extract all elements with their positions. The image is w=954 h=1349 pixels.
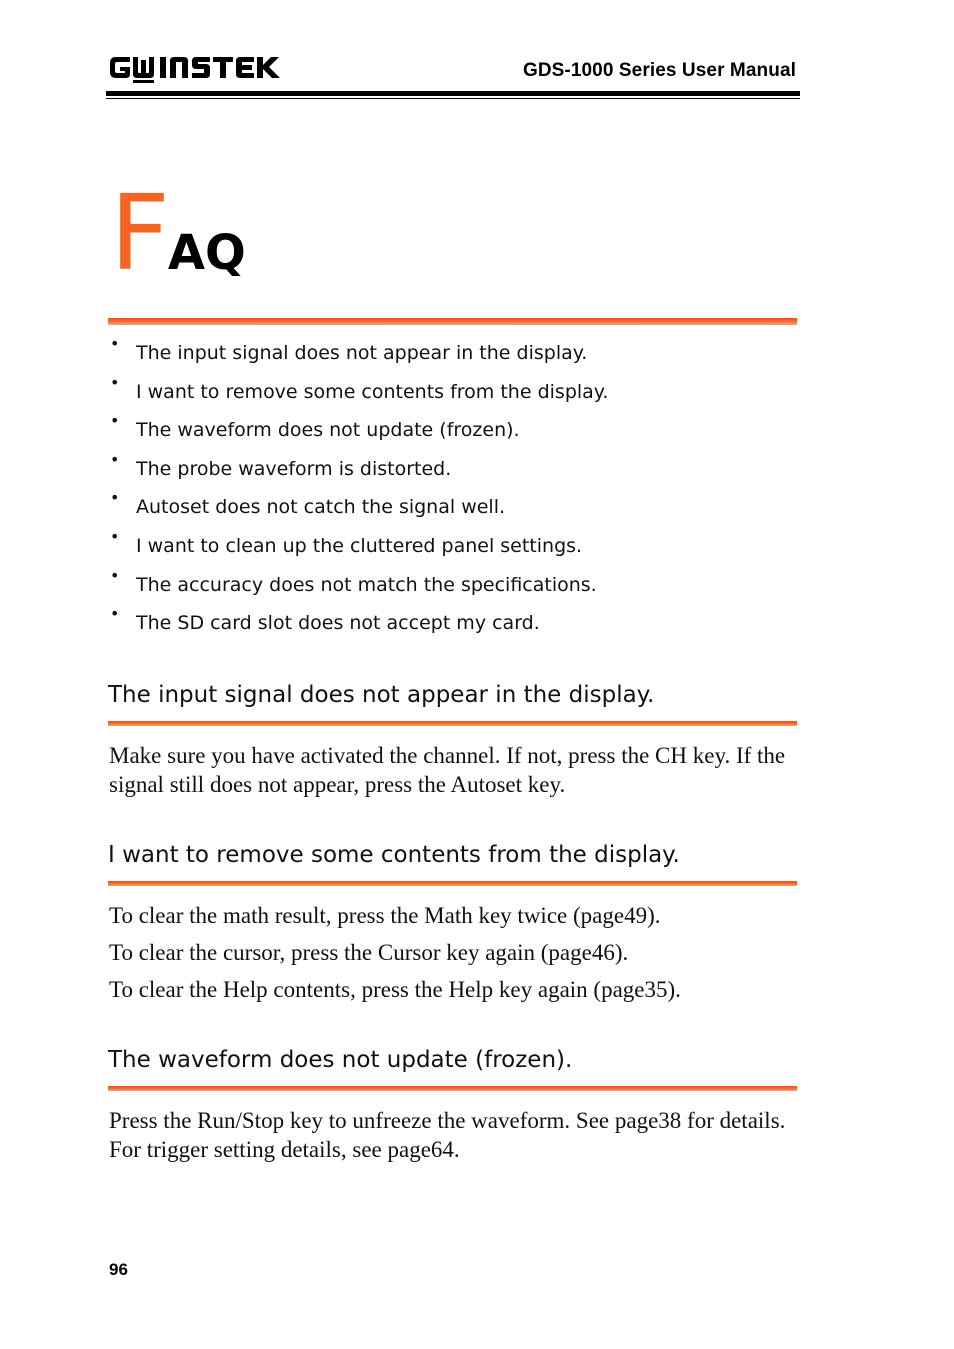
bullet-icon: • [110,604,120,624]
list-item: • The waveform does not update (frozen). [110,411,520,442]
gw-instek-logo-graphic [108,50,284,84]
bullet-icon: • [110,334,120,353]
section-line-cursor: To clear the cursor, press the Cursor key again (page46). [109,940,629,965]
page-number: 96 [109,1260,128,1279]
list-item: • The probe waveform is distorted. [110,449,452,480]
brand-logo [108,50,284,84]
section-rule [108,881,797,886]
section-line-math: To clear the math result, press the Math key twice (page49). [109,903,661,928]
chapter-title [110,172,246,294]
chapter-title-rest: AQ [167,225,246,281]
list-item: • Autoset does not catch the signal well. [110,488,506,519]
section-rule [108,1086,797,1091]
section-heading-waveform-frozen: The waveform does not update (frozen). [108,1047,573,1073]
section-body-waveform-frozen: Press the Run/Stop key to unfreeze the waveform. See page38 for details. For trigger setting details, see page64. [109,1108,786,1162]
section-heading-input-signal: The input signal does not appear in the display. [108,682,655,708]
bullet-icon: • [110,449,120,469]
header-divider-thin [106,98,800,99]
bullet-icon: • [110,526,120,546]
section-rule [108,721,797,726]
bullet-icon: • [110,372,120,392]
header-divider [106,91,800,96]
chapter-title-rule [108,318,797,325]
list-item: • I want to remove some contents from the display. [110,372,609,403]
bullet-icon: • [110,565,120,585]
list-item: • I want to clean up the cluttered panel settings. [110,526,583,557]
section-heading-remove-contents: I want to remove some contents from the display. [108,842,680,868]
section-body-input-signal: Make sure you have activated the channel. If not, press the CH key. If the signal still does not appear, press the Autoset key. [109,743,786,797]
list-item: • The accuracy does not match the specifications. [110,565,597,596]
list-item: • The input signal does not appear in the display. [110,334,588,364]
faq-topic-list [108,336,608,645]
list-item: • The SD card slot does not accept my card. [110,604,540,635]
chapter-title-initial: F [110,172,170,294]
bullet-icon: • [110,488,120,508]
section-line-help: To clear the Help contents, press the Help key again (page35). [109,977,681,1002]
manual-title: GDS-1000 Series User Manual [522,60,796,81]
bullet-icon: • [110,411,120,431]
